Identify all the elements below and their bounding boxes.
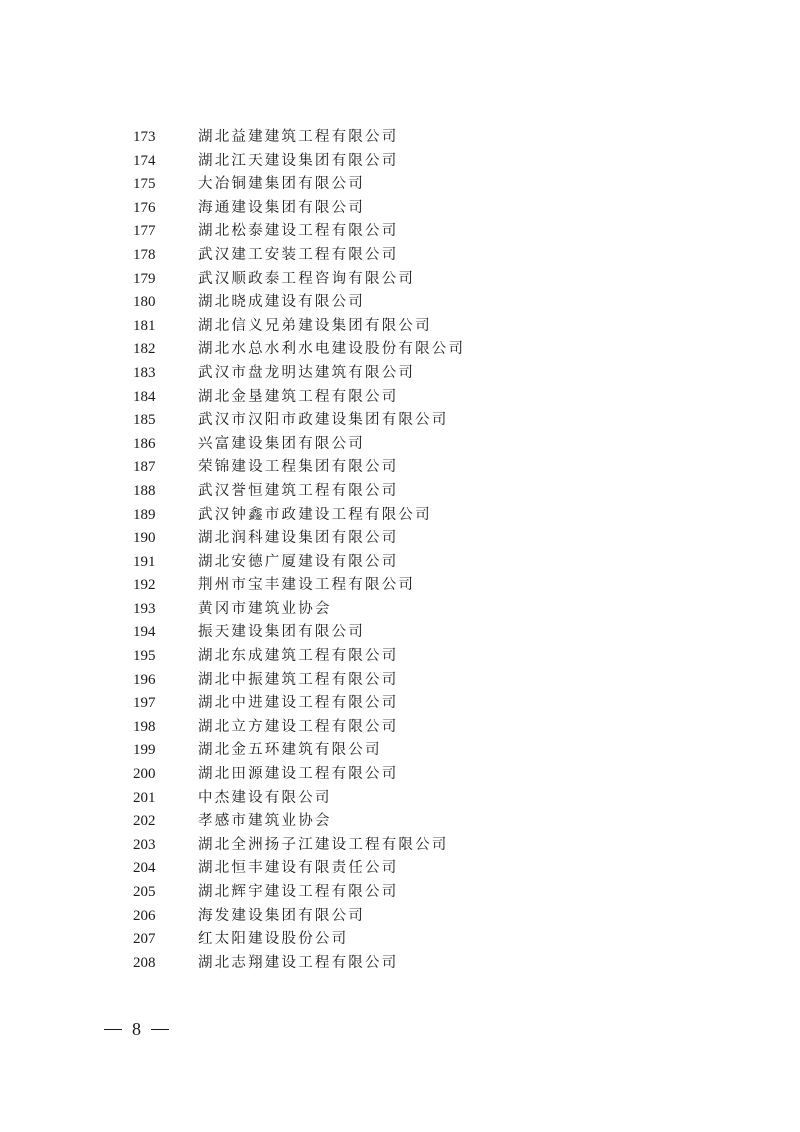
entry-number: 191 — [133, 553, 156, 570]
entry-number: 192 — [133, 577, 156, 594]
company-name: 武汉誉恒建筑工程有限公司 — [198, 482, 399, 499]
entry-number: 207 — [133, 931, 156, 948]
company-name: 湖北辉宇建设工程有限公司 — [198, 884, 399, 900]
list-item — [0, 669, 800, 693]
list-item — [0, 787, 800, 811]
list-item — [0, 810, 800, 834]
list-item — [0, 456, 800, 480]
company-list — [0, 126, 800, 975]
company-name: 湖北益建建筑工程有限公司 — [198, 129, 399, 145]
list-item — [0, 338, 800, 362]
company-name: 湖北晓成建设有限公司 — [198, 294, 365, 311]
list-item — [0, 716, 800, 740]
company-name: 兴富建设集团有限公司 — [198, 435, 365, 452]
company-name: 海通建设集团有限公司 — [198, 199, 365, 216]
entry-number: 196 — [133, 671, 156, 688]
list-item — [0, 857, 800, 881]
list-item — [0, 551, 800, 575]
company-name: 荣锦建设工程集团有限公司 — [198, 459, 399, 476]
company-name: 湖北江天建设集团有限公司 — [198, 152, 399, 169]
list-item — [0, 763, 800, 787]
company-name: 武汉建工安装工程有限公司 — [198, 246, 399, 263]
entry-number: 206 — [133, 907, 156, 924]
entry-number: 184 — [133, 388, 156, 405]
company-name: 湖北信义兄弟建设集团有限公司 — [198, 317, 432, 334]
entry-number: 189 — [133, 506, 156, 523]
list-item — [0, 834, 800, 858]
entry-number: 204 — [133, 860, 156, 877]
company-name: 孝感市建筑业协会 — [198, 813, 332, 830]
company-name: 湖北田源建设工程有限公司 — [198, 766, 399, 783]
entry-number: 188 — [133, 482, 156, 499]
list-item — [0, 952, 800, 976]
company-name: 湖北立方建设工程有限公司 — [198, 718, 399, 735]
list-item — [0, 504, 800, 528]
entry-number: 205 — [133, 884, 156, 900]
list-item — [0, 928, 800, 952]
company-name: 武汉钟鑫市政建设工程有限公司 — [198, 506, 432, 523]
list-item — [0, 621, 800, 645]
list-item — [0, 905, 800, 929]
entry-number: 181 — [133, 317, 156, 334]
company-name: 武汉市汉阳市政建设集团有限公司 — [198, 412, 449, 429]
entry-number: 199 — [133, 742, 156, 759]
list-item — [0, 197, 800, 221]
company-name: 湖北恒丰建设有限责任公司 — [198, 860, 399, 877]
footer-dash-left — [104, 1029, 122, 1030]
list-item — [0, 220, 800, 244]
entry-number: 175 — [133, 176, 156, 193]
company-name: 武汉市盘龙明达建筑有限公司 — [198, 364, 416, 381]
entry-number: 176 — [133, 199, 156, 216]
entry-number: 174 — [133, 152, 156, 169]
entry-number: 208 — [133, 954, 156, 971]
list-item — [0, 126, 800, 150]
entry-number: 195 — [133, 648, 156, 665]
company-name: 湖北志翔建设工程有限公司 — [198, 954, 399, 971]
company-name: 红太阳建设股份公司 — [198, 931, 349, 948]
entry-number: 201 — [133, 789, 156, 806]
company-name: 湖北松泰建设工程有限公司 — [198, 223, 399, 240]
company-name: 湖北中进建设工程有限公司 — [198, 695, 399, 712]
entry-number: 202 — [133, 813, 156, 830]
entry-number: 190 — [133, 530, 156, 547]
entry-number: 185 — [133, 412, 156, 429]
list-item — [0, 881, 800, 905]
list-item — [0, 739, 800, 763]
company-name: 武汉顺政泰工程咨询有限公司 — [198, 270, 416, 287]
company-name: 湖北安德广厦建设有限公司 — [198, 553, 399, 570]
entry-number: 177 — [133, 223, 156, 240]
entry-number: 187 — [133, 459, 156, 476]
list-item — [0, 315, 800, 339]
company-name: 大冶铜建集团有限公司 — [198, 176, 365, 193]
footer-dash-right — [151, 1029, 169, 1030]
company-name: 海发建设集团有限公司 — [198, 907, 365, 924]
entry-number: 178 — [133, 246, 156, 263]
page-footer — [104, 1016, 169, 1042]
list-item — [0, 386, 800, 410]
list-item — [0, 150, 800, 174]
entry-number: 193 — [133, 600, 156, 617]
company-name: 湖北全洲扬子江建设工程有限公司 — [198, 836, 449, 853]
entry-number: 182 — [133, 341, 156, 358]
list-item — [0, 574, 800, 598]
company-name: 振天建设集团有限公司 — [198, 624, 365, 641]
list-item — [0, 244, 800, 268]
list-item — [0, 268, 800, 292]
company-name: 湖北中振建筑工程有限公司 — [198, 671, 399, 688]
list-item — [0, 598, 800, 622]
entry-number: 183 — [133, 364, 156, 381]
entry-number: 200 — [133, 766, 156, 783]
company-name: 黄冈市建筑业协会 — [198, 600, 332, 617]
entry-number: 186 — [133, 435, 156, 452]
list-item — [0, 173, 800, 197]
company-name: 荆州市宝丰建设工程有限公司 — [198, 577, 416, 594]
list-item — [0, 645, 800, 669]
entry-number: 198 — [133, 718, 156, 735]
list-item — [0, 527, 800, 551]
list-item — [0, 291, 800, 315]
entry-number: 180 — [133, 294, 156, 311]
list-item — [0, 692, 800, 716]
company-name: 湖北东成建筑工程有限公司 — [198, 648, 399, 665]
list-item — [0, 362, 800, 386]
list-item — [0, 480, 800, 504]
entry-number: 203 — [133, 836, 156, 853]
list-item — [0, 433, 800, 457]
list-item — [0, 409, 800, 433]
company-name: 湖北金五环建筑有限公司 — [198, 742, 382, 759]
entry-number: 194 — [133, 624, 156, 641]
company-name: 湖北水总水利水电建设股份有限公司 — [198, 341, 466, 358]
entry-number: 173 — [133, 129, 156, 145]
page-number: 8 — [132, 1019, 141, 1039]
entry-number: 197 — [133, 695, 156, 712]
company-name: 湖北润科建设集团有限公司 — [198, 530, 399, 547]
company-name: 湖北金垦建筑工程有限公司 — [198, 388, 399, 405]
company-name: 中杰建设有限公司 — [198, 789, 332, 806]
entry-number: 179 — [133, 270, 156, 287]
